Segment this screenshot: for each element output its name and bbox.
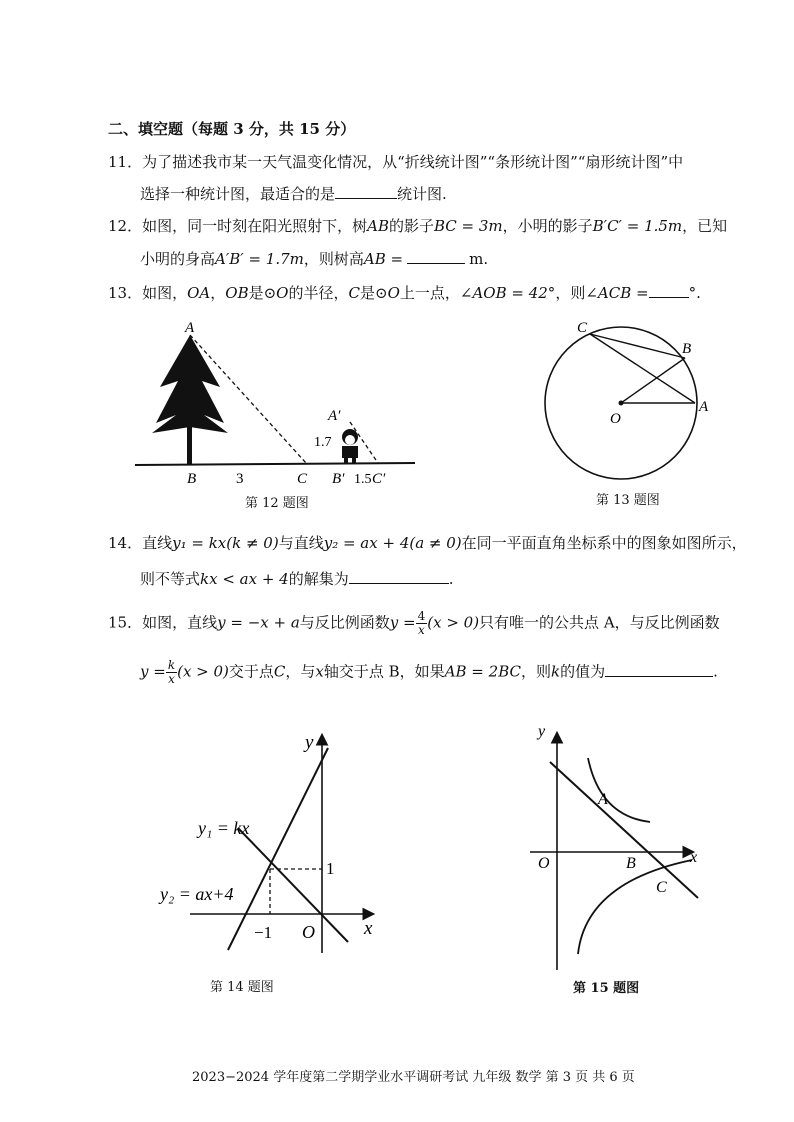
caption-figure-12: 第 12 题图	[245, 496, 309, 511]
figure-14	[150, 728, 390, 958]
tree-icon	[152, 335, 228, 465]
question-11-line-1: 11．为了描述我市某一天气温变化情况，从“折线统计图”“条形统计图”“扇形统计图”中	[108, 153, 684, 171]
question-12-line-2: 小明的身高A′B′ = 1.7m，则树高AB = m.	[140, 250, 489, 268]
question-12-line-1: 12．如图，同一时刻在阳光照射下，树AB的影子BC = 3m，小明的影子B′C′ = 1.5m，已知	[108, 217, 728, 235]
label-x: x	[690, 849, 698, 866]
question-14-line-2: 则不等式kx < ax + 4的解集为 .	[140, 570, 454, 588]
label-A-prime: A′	[328, 408, 341, 424]
label-y2: y₂ = ax+4	[160, 884, 234, 904]
fraction-k-over-x: $\frac{k}{x}$	[167, 658, 176, 686]
label-B: B	[682, 341, 692, 357]
label-1-7: 1.7	[314, 435, 332, 450]
label-y: y	[538, 723, 546, 740]
label-B: B	[187, 471, 197, 487]
label-y: y	[305, 732, 314, 753]
caption-figure-13: 第 13 题图	[596, 493, 660, 508]
caption-figure-14: 第 14 题图	[210, 980, 274, 995]
label-A: A	[699, 399, 709, 415]
label-B: B	[626, 855, 636, 872]
label-B-prime: B′	[332, 471, 345, 487]
label-O: O	[302, 922, 315, 942]
label-C-prime: C′	[372, 471, 386, 487]
label-A: A	[598, 791, 608, 808]
question-number: 11．	[108, 153, 143, 171]
answer-blank-13[interactable]	[649, 283, 689, 298]
question-number: 12．	[108, 217, 143, 235]
label-C: C	[656, 879, 667, 896]
question-number: 13．	[108, 284, 143, 302]
question-11-line-2: 选择一种统计图，最适合的是 统计图.	[140, 185, 447, 203]
page-footer: 2023−2024 学年度第二学期学业水平调研考试 九年级 数学 第 3 页 共 6 页	[192, 1070, 635, 1085]
question-15-line-2: y = $\frac{k}{x}$ (x > 0)交于点C，与x轴交于点 B，如果AB = 2BC，则k的值为 .	[140, 658, 718, 686]
label-x: x	[364, 918, 373, 939]
question-15-line-1: 15．如图，直线y = −x + a与反比例函数y = $\frac{4}{x}$ (x > 0)只有唯一的公共点 A，与反比例函数	[108, 609, 720, 637]
fraction-4-over-x: $\frac{4}{x}$	[417, 609, 426, 637]
person-icon	[342, 429, 358, 464]
label-O: O	[538, 855, 550, 872]
answer-blank-14[interactable]	[349, 569, 449, 584]
label-A: A	[185, 320, 195, 336]
question-13-line-1: 13．如图，OA，OB是⊙O的半径，C是⊙O上一点，∠AOB = 42°，则∠ACB = °.	[108, 284, 701, 302]
label-C: C	[577, 320, 588, 336]
question-number: 14．	[108, 534, 143, 552]
answer-blank-12[interactable]	[407, 249, 465, 264]
label-C: C	[297, 471, 308, 487]
label-3: 3	[236, 471, 244, 487]
figure-15	[520, 720, 720, 980]
answer-blank-15[interactable]	[605, 662, 713, 677]
label-1: 1	[326, 859, 335, 878]
label-y1: y₁ = kx	[198, 818, 250, 838]
question-number: 15．	[108, 613, 143, 632]
section-title: 二、填空题（每题 3 分，共 15 分）	[108, 120, 356, 138]
answer-blank-11[interactable]	[335, 184, 397, 199]
figure-12	[130, 315, 420, 495]
label-1-5: 1.5	[354, 472, 372, 487]
figure-13	[535, 315, 735, 495]
question-14-line-1: 14．直线y₁ = kx(k ≠ 0)与直线y₂ = ax + 4(a ≠ 0)在同一平面直角坐标系中的图象如图所示，	[108, 534, 747, 552]
label-minus-1: −1	[254, 923, 273, 942]
label-O: O	[610, 411, 621, 427]
caption-figure-15: 第 15 题图	[573, 981, 640, 996]
